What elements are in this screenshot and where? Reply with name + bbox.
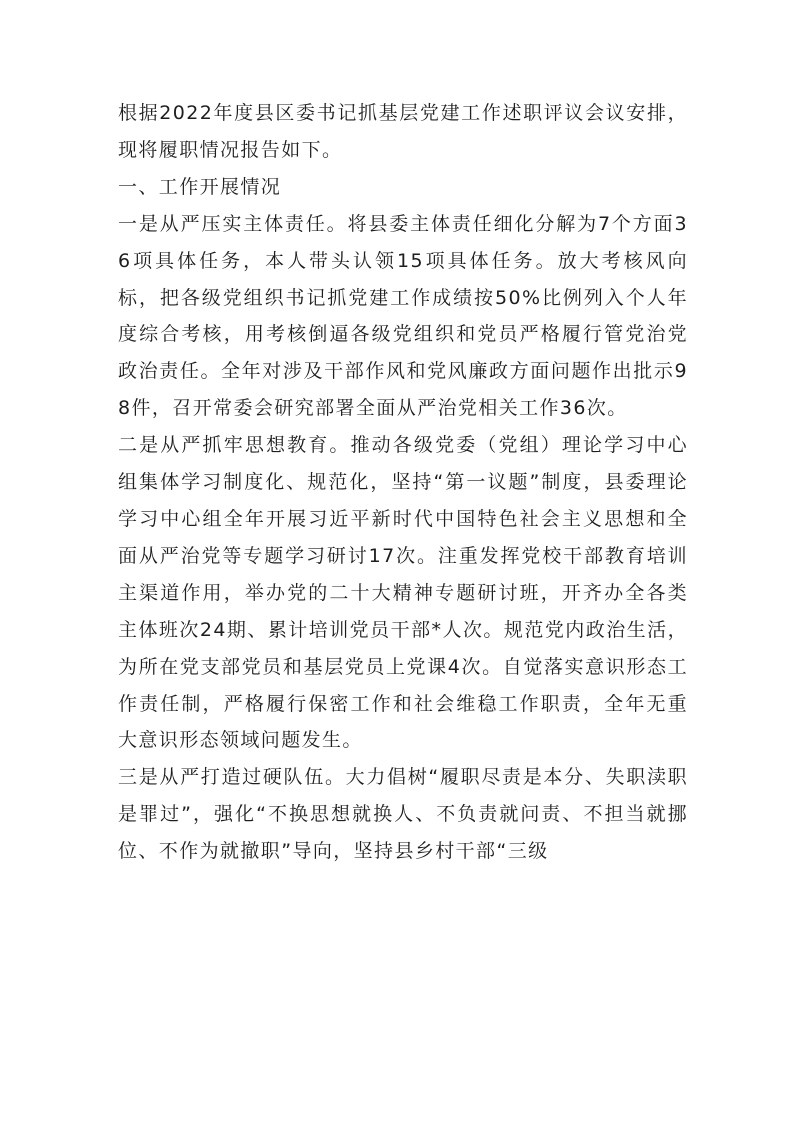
paragraph-responsibility: 一是从严压实主体责任。将县委主体责任细化分解为7个方面36项具体任务，本人带头认领15项具体任务。放大考核风向标，把各级党组织书记抓党建工作成绩按50%比例列入个人年度综合考核，用考核倒逼各级党组织和党员严格履行管党治党政治责任。全年对涉及干部作风和党风廉政方面问题作出批示98件，召开常委会研究部署全面从严治党相关工作36次。 bbox=[118, 212, 688, 420]
paragraph-education: 二是从严抓牢思想教育。推动各级党委（党组）理论学习中心组集体学习制度化、规范化，坚持“第一议题”制度，县委理论学习中心组全年开展习近平新时代中国特色社会主义思想和全面从严治党等专题学习研讨17次。注重发挥党校干部教育培训主渠道作用，举办党的二十大精神专题研讨班，开齐办全各类主体班次24期、累计培训党员干部*人次。规范党内政治生活，为所在党支部党员和基层党员上党课4次。自觉落实意识形态工作责任制，严格履行保密工作和社会维稳工作职责，全年无重大意识形态领域问题发生。 bbox=[118, 434, 688, 752]
intro-paragraph: 根据2022年度县区委书记抓基层党建工作述职评议会议安排，现将履职情况报告如下。 bbox=[118, 102, 688, 161]
document-body bbox=[118, 95, 688, 870]
paragraph-team: 三是从严打造过硬队伍。大力倡树“履职尽责是本分、失职渎职是罪过”，强化“不换思想就换人、不负责就问责、不担当就挪位、不作为就撤职”导向，坚持县乡村干部“三级 bbox=[118, 766, 688, 863]
section-heading: 一、工作开展情况 bbox=[118, 175, 282, 198]
